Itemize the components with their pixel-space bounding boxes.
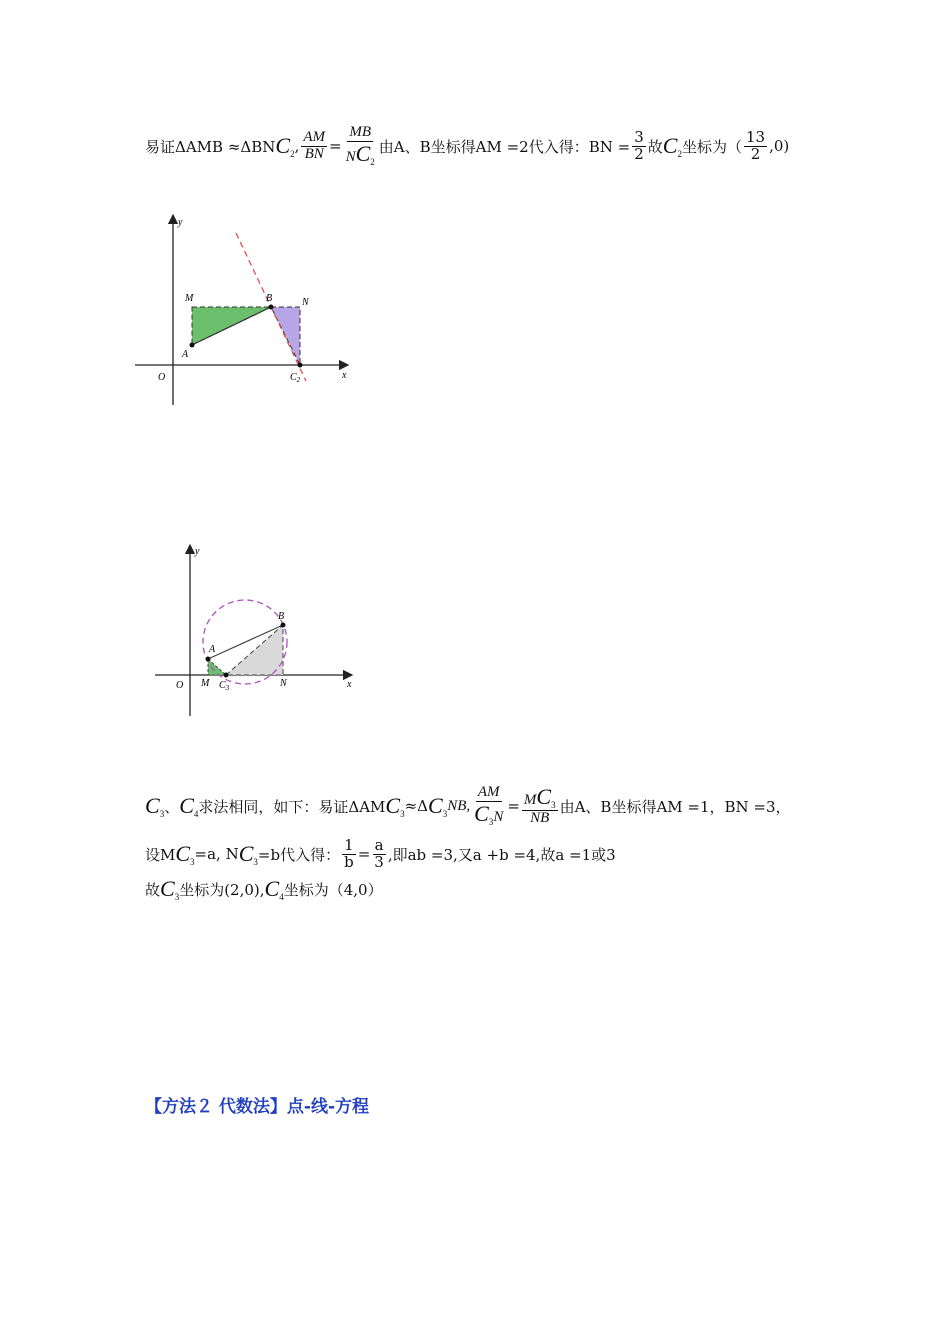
point-b	[269, 305, 274, 310]
fraction-a-3: $\frac{a}{3}$	[374, 836, 384, 871]
c2-symbol: $C_2$	[662, 133, 682, 160]
label-c2: $C_2$	[290, 372, 301, 384]
c3-symbol: $C_3$	[160, 876, 180, 902]
gray-triangle	[226, 625, 283, 675]
text: ≈Δ	[404, 797, 429, 816]
text: 由A、B坐标得AM =1，BN =3，	[559, 797, 791, 816]
label-y: y	[195, 546, 200, 557]
text: ,即ab =3,又a +b =4,故a =1或3	[387, 845, 616, 864]
figure-1-diagram	[130, 205, 370, 415]
label-b: B	[266, 293, 273, 304]
text: NB,	[447, 797, 471, 814]
c4-symbol: $C_4$	[179, 793, 199, 820]
text: 坐标为（	[681, 137, 742, 156]
text: 求法相同，如下：易证ΔAM	[198, 797, 386, 816]
c3-symbol: $C_3$	[175, 841, 195, 868]
point-c2	[298, 363, 303, 368]
label-n: N	[302, 297, 309, 308]
label-n: N	[280, 678, 287, 689]
text: 坐标为（4,0）	[283, 880, 383, 899]
point-b	[281, 623, 286, 628]
text: =a, N	[194, 845, 239, 864]
c3-symbol: $C_3$	[238, 841, 258, 868]
fraction-am-bn: $\frac{AM}{BN}$	[303, 128, 326, 162]
derivation-line-4	[145, 876, 383, 902]
equals: =	[329, 137, 342, 156]
fraction-mb-nc2: $\frac{MB}{NC_2}$	[345, 124, 375, 167]
c3-symbol: $C_3$	[145, 793, 165, 820]
derivation-line-1	[145, 125, 789, 167]
c4-symbol: $C_4$	[264, 876, 284, 902]
section-heading-method-2: 【方法２ 代数法】点-线-方程	[145, 1097, 370, 1117]
text: ,	[294, 137, 300, 156]
label-x: x	[347, 679, 352, 690]
fraction-mc3-nb: $\frac{MC_3}{NB}$	[523, 784, 556, 827]
label-b: B	[278, 611, 285, 622]
label-o: O	[158, 372, 166, 383]
point-a	[190, 343, 195, 348]
fraction-3-2: $\frac{3}{2}$	[634, 127, 644, 163]
label-m: M	[185, 293, 194, 304]
label-a: A	[209, 644, 216, 655]
label-c3: $C_3$	[219, 680, 230, 692]
text: 坐标为(2,0),	[179, 880, 265, 899]
text: 、	[164, 797, 180, 816]
text: =b代入得：	[257, 845, 341, 864]
label-o: O	[176, 680, 184, 691]
label-a: A	[182, 349, 189, 360]
c3-symbol: $C_3$	[385, 793, 405, 820]
point-c3	[224, 673, 229, 678]
fraction-13-2: $\frac{13}{2}$	[745, 127, 766, 163]
equals: =	[357, 845, 371, 864]
derivation-line-2	[145, 785, 791, 827]
text: ,0)	[769, 137, 790, 156]
fraction-am-c3n: $\frac{AM}{C_3N}$	[474, 784, 504, 827]
label-m: M	[201, 678, 210, 689]
label-y: y	[178, 217, 183, 228]
text: 故	[145, 880, 161, 899]
equals: =	[507, 797, 520, 816]
text: 设M	[145, 845, 176, 864]
derivation-line-3	[145, 838, 616, 871]
label-x: x	[342, 370, 347, 381]
figure-2-diagram	[150, 540, 370, 720]
text: 易证ΔAMB ≈ΔBN	[145, 137, 276, 156]
text: 故	[647, 137, 663, 156]
c2-symbol: $C_2$	[275, 133, 295, 160]
point-a	[206, 657, 211, 662]
fraction-1-b: $\frac{1}{b}$	[344, 836, 354, 871]
c3-symbol: $C_3$	[428, 793, 448, 820]
text: 由A、B坐标得AM =2代入得：BN =	[378, 137, 631, 156]
